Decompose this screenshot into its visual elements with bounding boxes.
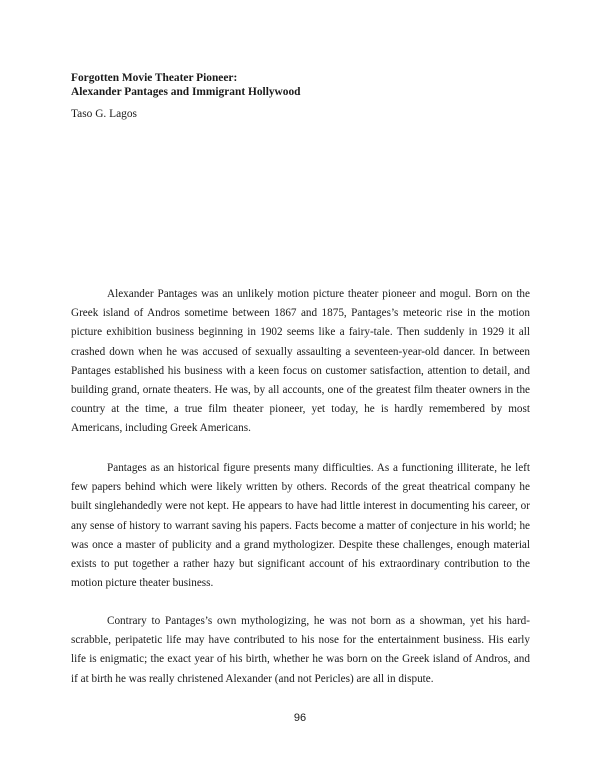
author-name: Taso G. Lagos: [71, 108, 137, 120]
page-number: 96: [293, 712, 307, 724]
title-line-1: Forgotten Movie Theater Pioneer:: [71, 72, 238, 84]
document-title: [71, 71, 531, 99]
body-paragraph-3: Contrary to Pantages’s own mythologizing, he was not born as a showman, yet his hard-scrabble, peripatetic life may have contributed to his nose for the entertainment business. His early life is enigmatic; the exact year of his birth, whether he was born on the Greek island of Andros, and if at birth he was really christened Alexander (and not Pericles) are all in dispute.: [71, 615, 530, 685]
body-paragraph-1: Alexander Pantages was an unlikely motion picture theater pioneer and mogul. Born on the Greek island of Andros sometime between 1867 and 1875, Pantages’s meteoric rise in the motion picture exhibition business beginning in 1902 seems like a fairy-tale. Then suddenly in 1929 it all crashed down when he was accused of sexually assaulting a seventeen-year-old dancer. In between Pantages established his business with a keen focus on customer satisfaction, attention to detail, and building grand, ornate theaters. He was, by all accounts, one of the greatest film theater owners in the country at the time, a true film theater pioneer, yet today, he is hardly remembered by most Americans, including Greek Americans.: [71, 288, 530, 435]
title-line-2: Alexander Pantages and Immigrant Hollywood: [71, 86, 301, 98]
body-paragraph-2: Pantages as an historical figure presents many difficulties. As a functioning illiterate, he left few papers behind which were likely written by others. Records of the great theatrical company he built singlehandedly were not kept. He appears to have had little interest in documenting his career, or any sense of history to warrant saving his papers. Facts become a matter of conjecture in his world; he was once a master of publicity and a grand mythologizer. Despite these challenges, enough material exists to put together a rather hazy but significant account of his extraordinary contribution to the motion picture theater business.: [71, 462, 530, 590]
